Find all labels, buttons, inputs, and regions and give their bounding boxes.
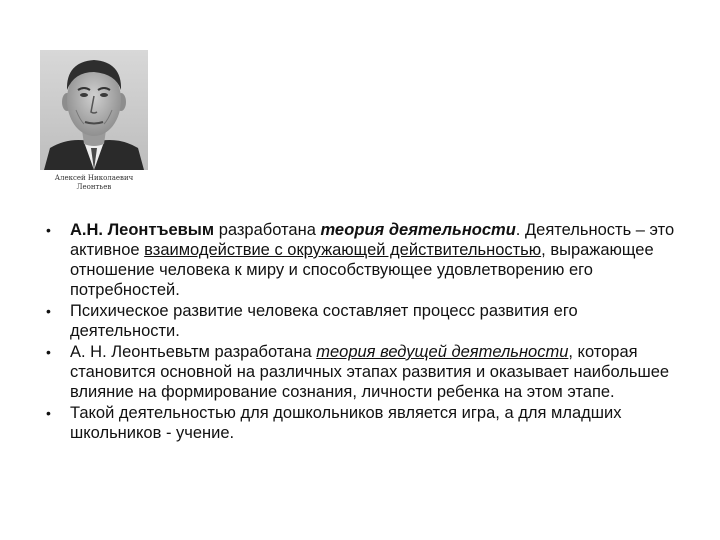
term-interaction: взаимодействие с окружающей действительностью bbox=[144, 241, 542, 259]
bullet-item-activity-theory bbox=[46, 220, 686, 300]
bullet-marker: • bbox=[46, 344, 51, 360]
portrait-photo bbox=[40, 50, 148, 170]
portrait-caption bbox=[38, 174, 150, 192]
bullet-text: разработана bbox=[214, 221, 321, 239]
bullet-text: . Деятельность – это активное bbox=[70, 221, 675, 259]
bullet-item-leading-activity bbox=[46, 342, 686, 402]
bullet-text: Такой деятельностью для дошкольников является игра, а для младших школьников - учение. bbox=[70, 404, 622, 442]
bullet-item-psychic-development bbox=[46, 301, 686, 341]
bullet-text: Психическое развитие человека составляет процесс развития его деятельности. bbox=[70, 302, 578, 340]
caption-line-2: Леонтьев bbox=[76, 183, 112, 191]
bullet-list bbox=[46, 220, 686, 444]
bullet-text: , которая становится основной на различных этапах развития и оказывает наибольшее влияние на формирование сознания, личности ребенка на этом этапе. bbox=[70, 343, 670, 401]
caption-line-1: Алексей Николаевич bbox=[54, 174, 134, 182]
term-leading-activity: теория ведущей деятельности bbox=[316, 343, 569, 361]
term-activity-theory: теория деятельности bbox=[320, 221, 516, 239]
bullet-text: , выражающее отношение человека к миру и способствующее удовлетворению его потребностей. bbox=[70, 241, 654, 299]
bullet-marker: • bbox=[46, 303, 51, 319]
bullet-item-play-and-study bbox=[46, 403, 686, 443]
author-name: А.Н. Леонтъевым bbox=[70, 221, 215, 239]
portrait-image bbox=[40, 50, 148, 170]
bullet-marker: • bbox=[46, 222, 51, 238]
bullet-text: А. Н. Леонтьевьтм разработана bbox=[70, 343, 317, 361]
bullet-marker: • bbox=[46, 405, 51, 421]
